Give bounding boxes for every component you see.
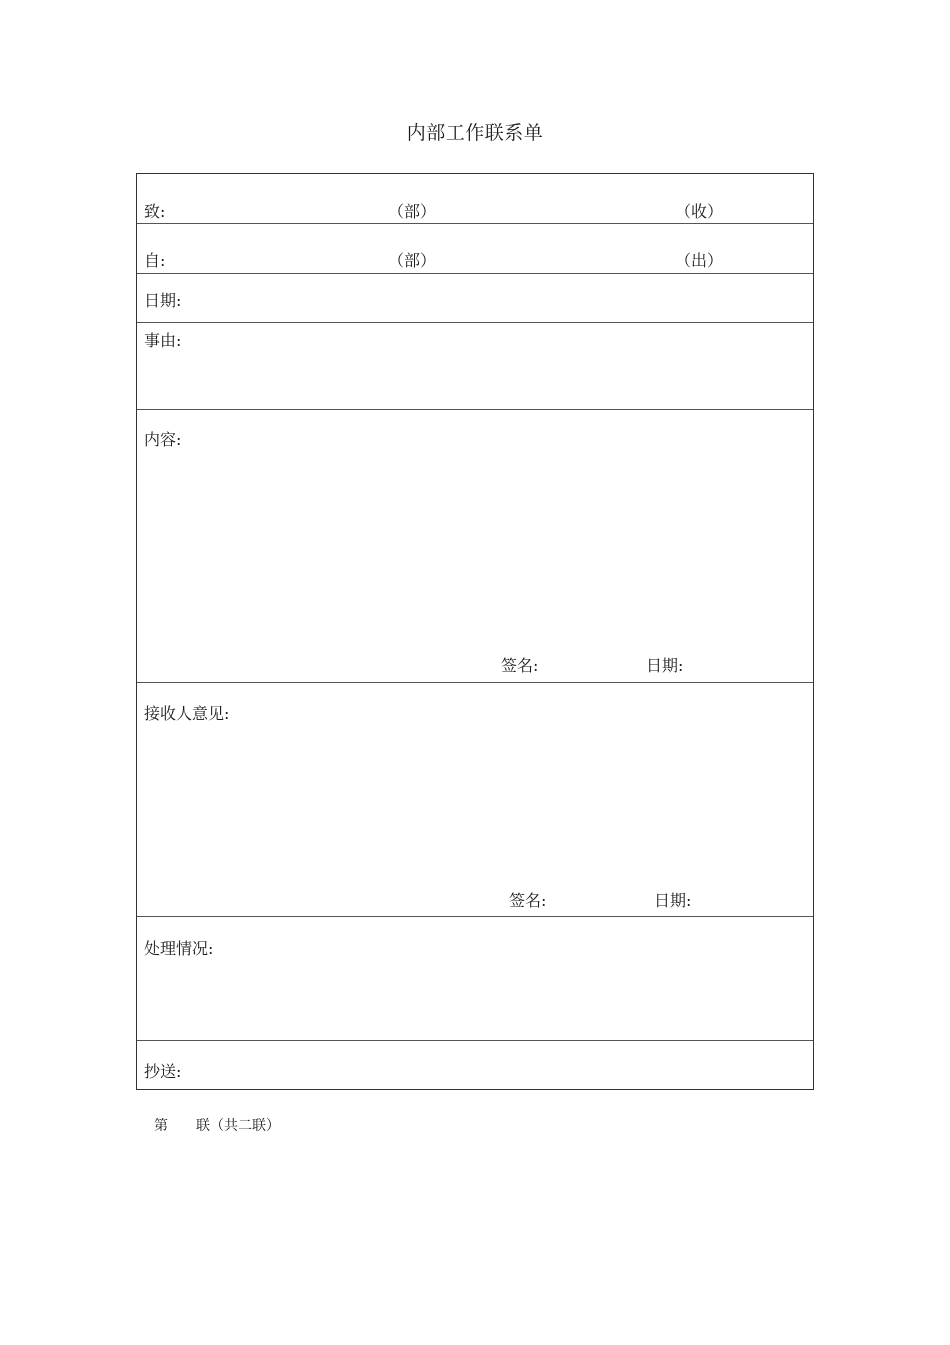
row-to (137, 174, 813, 224)
opinion-date-label: 日期: (654, 891, 692, 910)
date-label: 日期: (144, 291, 182, 310)
row-reason (137, 323, 813, 410)
row-from (137, 224, 813, 274)
row-date (137, 274, 813, 323)
row-receiver-opinion (137, 683, 813, 917)
row-cc (137, 1041, 813, 1089)
copy-number-note (154, 1115, 280, 1135)
copy-number-suffix: 联（共二联） (196, 1118, 280, 1134)
to-receive-label: （收） (675, 202, 724, 221)
from-dept-label: （部） (388, 251, 437, 270)
content-label: 内容: (144, 430, 182, 449)
reason-label: 事由: (144, 331, 182, 350)
row-content (137, 410, 813, 683)
copy-number-prefix: 第 (154, 1118, 168, 1134)
content-date-label: 日期: (646, 656, 684, 675)
handling-label: 处理情况: (144, 939, 214, 958)
row-handling (137, 917, 813, 1041)
to-dept-label: （部） (388, 202, 437, 221)
from-label: 自: (144, 251, 166, 270)
to-label: 致: (144, 202, 166, 221)
opinion-sign-label: 签名: (509, 891, 547, 910)
form-title: 内部工作联系单 (406, 122, 544, 144)
cc-label: 抄送: (144, 1062, 182, 1081)
opinion-label: 接收人意见: (144, 704, 230, 723)
content-sign-label: 签名: (501, 656, 539, 675)
contact-form-table (136, 173, 814, 1090)
from-send-label: （出） (675, 251, 724, 270)
